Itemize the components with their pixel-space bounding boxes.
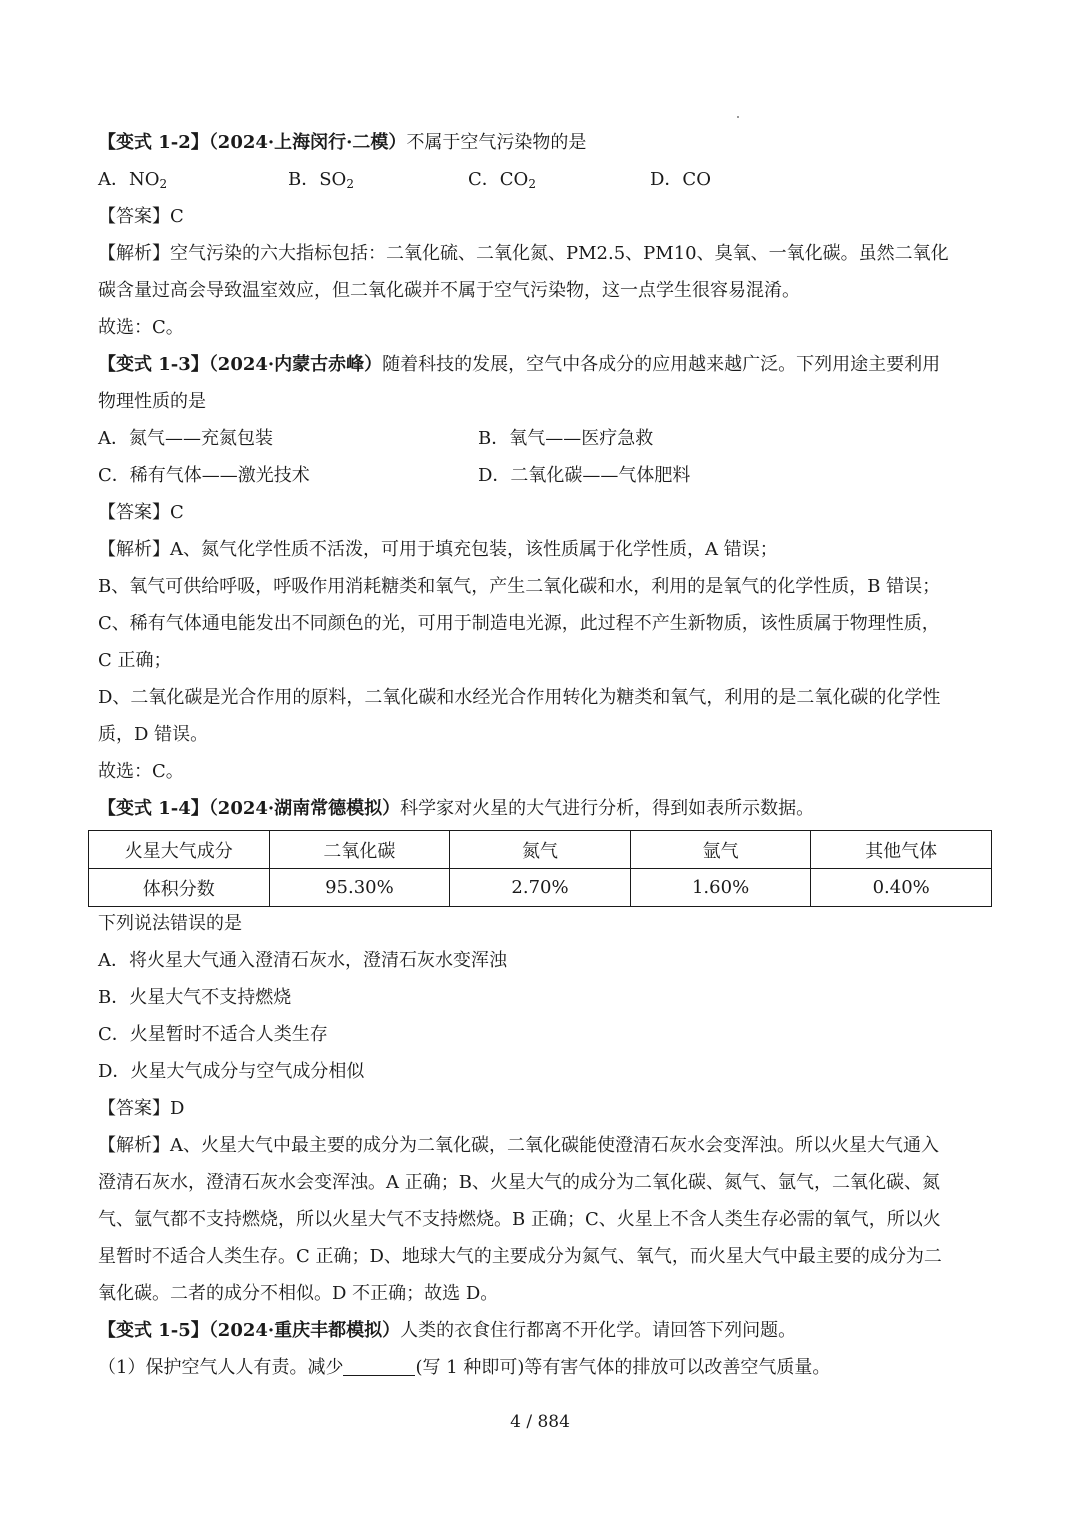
q14-analysis-line: 气、氩气都不支持燃烧，所以火星大气不支持燃烧。B 正确；C、火星上不含人类生存必需的氧气，所以火	[98, 1209, 941, 1230]
q13-option-c: C．稀有气体——激光技术	[98, 465, 310, 486]
q13-source: （2024·内蒙古赤峰）	[208, 354, 383, 375]
q14-option-b: B．火星大气不支持燃烧	[98, 987, 292, 1008]
q13-analysis-line: D、二氧化碳是光合作用的原料，二氧化碳和水经光合作用转化为糖类和氧气，利用的是二氧化碳的化学性	[98, 687, 941, 708]
table-cell: 1.60%	[630, 869, 811, 907]
q14-question: 下列说法错误的是	[98, 913, 242, 934]
table-cell: 氩气	[630, 831, 811, 869]
q14-option-d: D．火星大气成分与空气成分相似	[98, 1061, 365, 1082]
page-number: 4 / 884	[510, 1412, 570, 1432]
q13-analysis-line: C 正确；	[98, 650, 172, 671]
q12-choice: 故选：C。	[98, 317, 184, 338]
q14-answer: 【答案】D	[98, 1098, 185, 1119]
q15-sub1: （1）保护空气人人有责。减少 (写 1 种即可)等有害气体的排放可以改善空气质量。	[98, 1357, 831, 1378]
q13-analysis-line: 【解析】A、氮气化学性质不活泼，可用于填充包装，该性质属于化学性质，A 错误；	[98, 539, 778, 560]
q12-option-d: D．CO	[650, 169, 711, 190]
table-cell: 体积分数	[89, 869, 270, 907]
q13-title	[98, 352, 940, 378]
table-cell: 2.70%	[450, 869, 631, 907]
q13-analysis-line: C、稀有气体通电能发出不同颜色的光，可用于制造电光源，此过程不产生新物质，该性质属于物理性质，	[98, 613, 940, 634]
q14-option-c: C．火星暂时不适合人类生存	[98, 1024, 328, 1045]
q12-option-a: A．$NO_2$	[98, 169, 168, 191]
mars-atmosphere-table	[88, 830, 992, 907]
q13-stem-cont: 物理性质的是	[98, 391, 206, 412]
q14-analysis-line: 【解析】A、火星大气中最主要的成分为二氧化碳，二氧化碳能使澄清石灰水会变浑浊。所以火星大气通入	[98, 1135, 939, 1156]
table-header-row	[89, 831, 992, 869]
q15-stem: 人类的衣食住行都离不开化学。请回答下列问题。	[400, 1320, 797, 1341]
q14-analysis-line: 氧化碳。二者的成分不相似。D 不正确；故选 D。	[98, 1283, 499, 1304]
q13-answer: 【答案】C	[98, 502, 184, 523]
table-cell: 其他气体	[811, 831, 992, 869]
q12-answer: 【答案】C	[98, 206, 184, 227]
q13-analysis-line: B、氧气可供给呼吸，呼吸作用消耗糖类和氧气，产生二氧化碳和水，利用的是氧气的化学性质，B 错误；	[98, 576, 941, 597]
q13-tag: 【变式 1-3】	[98, 354, 209, 375]
q13-analysis-line: 质，D 错误。	[98, 724, 209, 745]
table-cell: 二氧化碳	[269, 831, 450, 869]
q12-title	[98, 130, 586, 156]
q12-tag: 【变式 1-2】	[98, 132, 209, 153]
q13-option-d: D．二氧化碳——气体肥料	[478, 465, 691, 486]
q13-stem: 随着科技的发展，空气中各成分的应用越来越广泛。下列用途主要利用	[382, 354, 941, 375]
table-cell: 0.40%	[811, 869, 992, 907]
q14-option-a: A．将火星大气通入澄清石灰水，澄清石灰水变浑浊	[98, 950, 507, 971]
q13-option-b: B．氧气——医疗急救	[478, 428, 654, 449]
q12-option-c: C．$CO_2$	[468, 169, 536, 191]
q15-source: （2024·重庆丰都模拟）	[208, 1320, 401, 1341]
table-row	[89, 869, 992, 907]
q13-choice: 故选：C。	[98, 761, 184, 782]
q14-tag: 【变式 1-4】	[98, 798, 209, 819]
q12-stem: 不属于空气污染物的是	[406, 132, 587, 153]
table-cell: 氮气	[450, 831, 631, 869]
q13-option-a: A．氮气——充氮包装	[98, 428, 273, 449]
q14-title	[98, 796, 814, 822]
scan-speck	[737, 116, 739, 118]
q15-tag: 【变式 1-5】	[98, 1320, 209, 1341]
q12-option-b: B．$SO_2$	[288, 169, 354, 191]
q12-analysis-line: 【解析】空气污染的六大指标包括：二氧化硫、二氧化氮、PM2.5、PM10、臭氧、一氧化碳。虽然二氧化	[98, 243, 949, 264]
q15-title	[98, 1318, 796, 1344]
q12-analysis-line: 碳含量过高会导致温室效应，但二氧化碳并不属于空气污染物，这一点学生很容易混淆。	[98, 280, 800, 301]
table-cell: 95.30%	[269, 869, 450, 907]
q14-source: （2024·湖南常德模拟）	[208, 798, 401, 819]
q14-analysis-line: 星暂时不适合人类生存。C 正确；D、地球大气的主要成分为氮气、氧气，而火星大气中最主要的成分为二	[98, 1246, 942, 1267]
q14-stem: 科学家对火星的大气进行分析，得到如表所示数据。	[400, 798, 815, 819]
q12-source: （2024·上海闵行·二模）	[208, 132, 407, 153]
answer-blank	[343, 1357, 415, 1376]
q14-analysis-line: 澄清石灰水，澄清石灰水会变浑浊。A 正确；B、火星大气的成分为二氧化碳、氮气、氩气，二氧化碳、氮	[98, 1172, 940, 1193]
table-cell: 火星大气成分	[89, 831, 270, 869]
